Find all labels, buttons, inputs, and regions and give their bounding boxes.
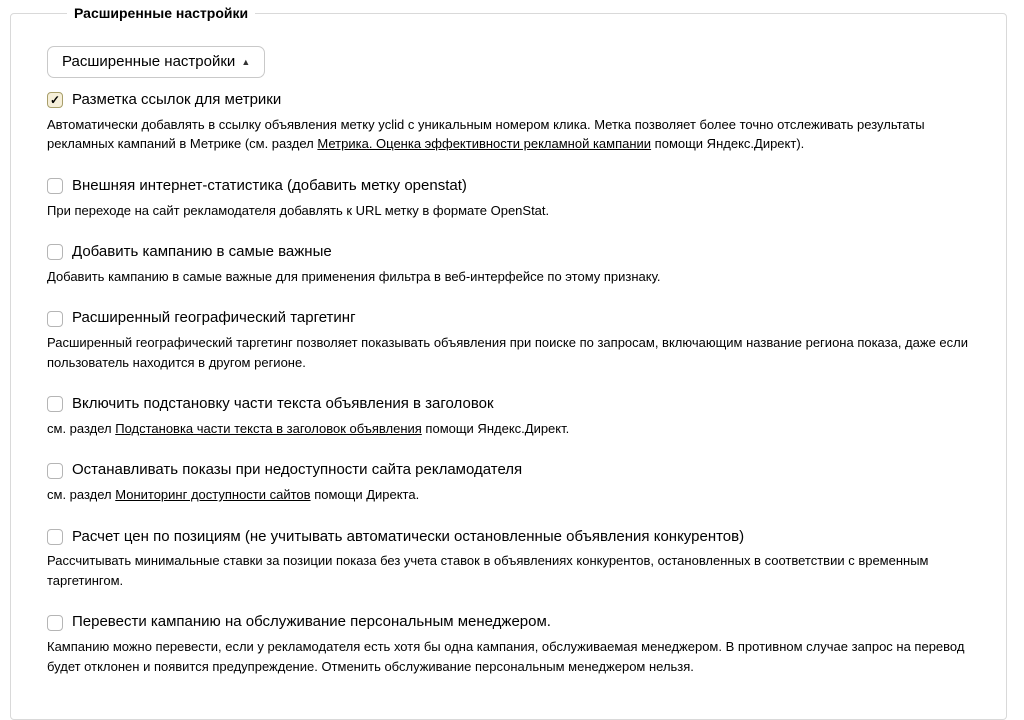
option-description: [47, 267, 969, 287]
metrika-link-markup-checkbox[interactable]: [47, 92, 63, 108]
option-extended-geo-targeting: [47, 309, 976, 372]
description-text: помощи Яндекс.Директ.: [421, 420, 570, 436]
description-text: см. раздел: [47, 487, 116, 502]
option-personal-manager: [47, 613, 976, 676]
option-description: [47, 201, 969, 221]
metrika-help-link[interactable]: Метрика. Оценка эффективности рекламной кампании: [317, 136, 652, 152]
option-description: [47, 115, 969, 154]
option-site-monitoring: [47, 461, 976, 504]
description-text: При переходе на сайт рекламодателя добавлять к URL метку в формате OpenStat.: [47, 202, 550, 218]
advanced-settings-panel: [10, 5, 1007, 720]
option-label[interactable]: Внешняя интернет-статистика (добавить метку openstat): [72, 176, 467, 194]
option-label[interactable]: Включить подстановку части текста объявления в заголовок: [72, 395, 494, 412]
option-most-important-row[interactable]: [47, 243, 976, 262]
personal-manager-checkbox[interactable]: [47, 615, 63, 631]
description-text: Добавить кампанию в самые важные для применения фильтра в веб-интерфейсе по этому признаку.: [47, 268, 661, 284]
option-label[interactable]: Расчет цен по позициям (не учитывать автоматически остановленные объявления конкурентов): [72, 527, 745, 545]
site-monitoring-help-link[interactable]: Мониторинг доступности сайтов: [115, 487, 311, 502]
option-extended-geo-targeting-row[interactable]: [47, 309, 976, 328]
option-description: [47, 551, 969, 590]
option-label[interactable]: Расширенный географический таргетинг: [72, 309, 356, 327]
option-site-monitoring-row[interactable]: [47, 461, 976, 480]
description-text: Расширенный географический таргетинг позволяет показывать объявления при поиске по запросам, включающим название региона показа, даже если пользователь находится в другом регионе.: [47, 335, 968, 370]
option-personal-manager-row[interactable]: [47, 613, 976, 632]
option-position-price-calc: [47, 528, 976, 591]
chevron-up-icon: ▲: [241, 57, 251, 67]
option-most-important: [47, 243, 976, 286]
option-openstat: [47, 177, 976, 220]
description-text: Рассчитывать минимальные ставки за позиции показа без учета ставок в объявлениях конкурентов, остановленных в соответствии с временным таргетингом.: [47, 553, 929, 588]
description-text: Автоматически добавлять в ссылку объявления метку yclid с уникальным номером клика. Метка позволяет более точно отслеживать результаты рекламных кампаний в Метрике (см. раздел: [47, 116, 925, 152]
title-substitution-help-link[interactable]: Подстановка части текста в заголовок объявления: [115, 420, 422, 436]
toggle-button-label: Расширенные настройки: [62, 53, 236, 70]
title-substitution-checkbox[interactable]: [47, 396, 63, 412]
option-description: [47, 637, 969, 676]
panel-title: Расширенные настройки: [74, 5, 249, 21]
option-metrika-link-markup-row[interactable]: [47, 91, 976, 110]
option-openstat-row[interactable]: [47, 177, 976, 196]
description-text: см. раздел: [47, 420, 116, 436]
most-important-checkbox[interactable]: [47, 244, 63, 260]
extended-geo-targeting-checkbox[interactable]: [47, 311, 63, 327]
option-label[interactable]: Разметка ссылок для метрики: [72, 91, 282, 108]
option-label[interactable]: Перевести кампанию на обслуживание персональным менеджером.: [72, 613, 551, 631]
description-text: Кампанию можно перевести, если у рекламодателя есть хотя бы одна кампания, обслуживаемая менеджером. В противном случае запрос на перевод будет отклонен и появится предупреждение. Отменить обслуживание персональным менеджером нельзя.: [47, 639, 965, 674]
option-title-substitution: [47, 395, 976, 438]
option-label[interactable]: Добавить кампанию в самые важные: [72, 243, 332, 260]
advanced-settings-toggle-button[interactable]: [47, 46, 265, 78]
option-position-price-calc-row[interactable]: [47, 528, 976, 547]
option-description: [47, 333, 969, 372]
openstat-checkbox[interactable]: [47, 178, 63, 194]
option-title-substitution-row[interactable]: [47, 395, 976, 414]
option-description: [47, 485, 969, 505]
checkmark-icon: ✓: [49, 93, 61, 108]
option-label[interactable]: Останавливать показы при недоступности сайта рекламодателя: [72, 461, 523, 479]
description-text: помощи Директа.: [310, 487, 420, 502]
description-text: помощи Яндекс.Директ).: [651, 136, 805, 152]
site-monitoring-checkbox[interactable]: [47, 463, 63, 479]
option-metrika-link-markup: [47, 91, 976, 154]
option-description: [47, 419, 969, 439]
position-price-calc-checkbox[interactable]: [47, 529, 63, 545]
